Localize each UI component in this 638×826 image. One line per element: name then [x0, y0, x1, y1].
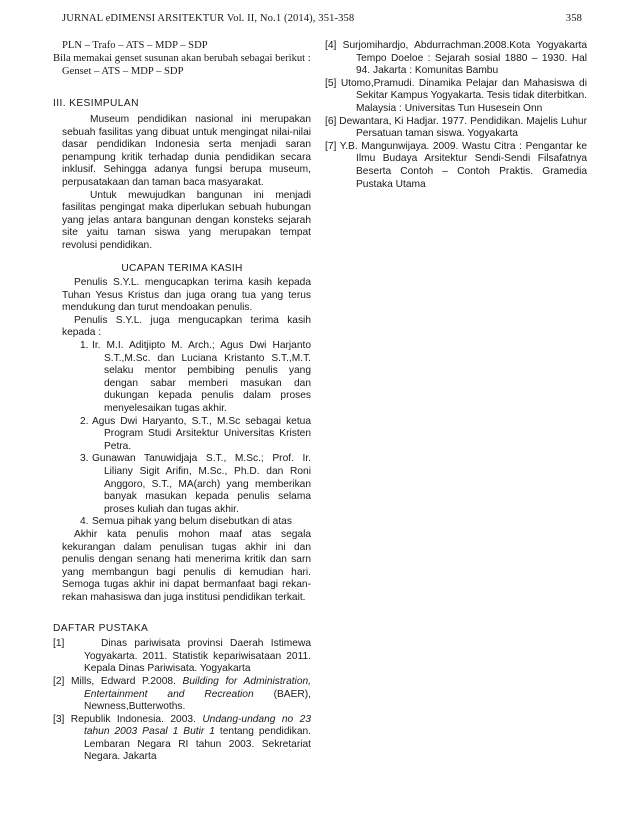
reference-text: Y.B. Mangunwijaya. 2009. Wastu Citra : Pengantar ke Ilmu Budaya Arsitektur Sendi-Sendi Filsafatnya Beserta Contoh – Contoh Praktis. Gramedia Pustaka Utama: [339, 140, 587, 190]
conclusion: [53, 114, 311, 253]
section-title-daftar-pustaka: DAFTAR PUSTAKA: [53, 622, 149, 634]
reference-item: [325, 78, 587, 116]
right-column: [325, 40, 587, 191]
journal-title: JURNAL eDIMENSI ARSITEKTUR Vol. II, No.1 (2014), 351-358: [62, 13, 355, 24]
reference-label: [7]: [325, 140, 337, 152]
thanks-paragraph-2: Penulis S.Y.L. juga mengucapkan terima kasih kepada :: [62, 314, 311, 339]
reference-label: [6]: [325, 115, 337, 127]
list-item: [62, 340, 311, 416]
list-item: [62, 453, 311, 516]
left-column: [53, 40, 311, 764]
list-text: Agus Dwi Haryanto, S.T., M.Sc sebagai ketua Program Studi Arsitektur Universitas Kristen Petra.: [92, 415, 311, 452]
scheme-genset: Genset – ATS – MDP – SDP: [62, 65, 184, 77]
reference-label: [1]: [53, 638, 65, 650]
acknowledgements: [53, 277, 311, 604]
reference-text: (BAER), Newness,Butterwoths.: [84, 688, 311, 713]
section-title-kesimpulan: III. KESIMPULAN: [53, 98, 139, 110]
list-text: Ir. M.I. Aditjipto M. Arch.; Agus Dwi Harjanto S.T.,M.Sc. dan Luciana Kristanto S.T.,M.T. selaku mentor pembibing penulis yang dengan sabar memberi masukan dan dukungan kepada penulis dalam proses menyelesaikan tugas akhir.: [92, 340, 311, 415]
reference-item: [53, 714, 311, 764]
scheme-pln: PLN – Trafo – ATS – MDP – SDP: [62, 40, 208, 51]
reference-text: Dewantara, Ki Hadjar. 1977. Pendidikan. Majelis Luhur Persatuan taman siswa. Yogyakarta: [339, 115, 587, 140]
list-text: Gunawan Tanuwidjaja S.T., M.Sc.; Prof. Ir. Liliany Sigit Arifin, M.Sc., Ph.D. dan Roni Anggoro, S.T., MA(arch) yang memberikan banyak masukan kepada penulis selama proses kuliah dan tugas akhir.: [92, 453, 311, 515]
thanks-paragraph-1: Penulis S.Y.L. mengucapkan terima kasih kepada Tuhan Yesus Kristus dan juga orang tua yang terus mendukung dan turut mendoakan penulis.: [62, 277, 311, 314]
reference-title: Undang-undang no 23 tahun 2003 Pasal 1 Butir 1: [84, 713, 311, 738]
list-number: 3.: [80, 453, 89, 465]
section-title-ucapan: UCAPAN TERIMA KASIH: [121, 262, 243, 274]
reference-label: [4]: [325, 40, 337, 51]
reference-text: Utomo,Pramudi. Dinamika Pelajar dan Mahasiswa di Sekitar Kampus Yogyakarta. Tesis tidak diterbitkan. Malaysia : Universitas Tun Husesein Onn: [340, 77, 587, 114]
reference-label: [2]: [53, 675, 65, 687]
running-header: [62, 13, 582, 29]
electrical-schemes: [53, 40, 311, 78]
reference-text: Mills, Edward P.2008.: [71, 675, 183, 687]
reference-item: [53, 638, 311, 676]
reference-label: [3]: [53, 713, 65, 725]
reference-text: Dinas pariwisata provinsi Daerah Istimewa Yogyakarta. 2011. Statistik kepariwisataan 2011. Kepala Dinas Pariwisata. Yogyakarta: [84, 638, 311, 675]
conclusion-paragraph-2: Untuk mewujudkan bangunan ini menjadi fasilitas pengingat maka diperlukan sebuah hubungan yang jelas antara bangunan dengan konsteks sejarah site yaitu taman siswa yang merupakan tempat revolusi pendidikan.: [62, 189, 311, 251]
reference-label: [5]: [325, 77, 337, 89]
reference-text: Surjomihardjo, Abdurrachman.2008.Kota Yogyakarta Tempo Doeloe : Sejarah sosial 1880 – 1930. Hal 94. Jakarta : Komunitas Bambu: [342, 40, 587, 77]
closing-paragraph: Akhir kata penulis mohon maaf atas segala kekurangan dalam penulisan tugas akhir ini dan penulis dengan senang hati menerima kritik dan sarn yang membangun bagi penulis di kemudian hari. Semoga tugas akhir ini dapat bermanfaat bagi rekan-rekan mahasiswa dan juga institusi pendidikan terkait.: [62, 528, 311, 603]
list-item: [62, 416, 311, 454]
list-text: Semua pihak yang belum disebutkan di atas: [92, 516, 292, 528]
reference-text: Republik Indonesia. 2003.: [70, 713, 203, 725]
list-number: 4.: [80, 516, 89, 528]
list-item: [62, 516, 311, 529]
list-number: 1.: [80, 340, 89, 352]
scheme-note: Bila memakai genset susunan akan berubah sebagai berikut :: [53, 52, 311, 64]
references-left: [53, 638, 311, 764]
reference-item: [53, 676, 311, 714]
reference-item: [325, 116, 587, 141]
reference-item: [325, 40, 587, 78]
list-number: 2.: [80, 415, 89, 427]
page-number: 358: [565, 13, 582, 24]
reference-title: Building for Administration, Entertainment and Recreation: [84, 675, 311, 700]
conclusion-paragraph-1: Museum pendidikan nasional ini merupakan sebuah fasilitas yang dibuat untuk mengingat nilai-nilai dasar pendidikan Indonesia serta menjadi saran penampung kritik terhadap dunia pendidikan secara inklusif. Sehingga adanya fungsi berupa museum, perpusatakaan dan taman baca masyarakat.: [62, 113, 311, 188]
reference-text: tentang pendidikan. Lembaran Negara RI tahun 2003. Sekretariat Negara. Jakarta: [84, 726, 311, 763]
reference-item: [325, 141, 587, 191]
thanks-list: [62, 340, 311, 529]
